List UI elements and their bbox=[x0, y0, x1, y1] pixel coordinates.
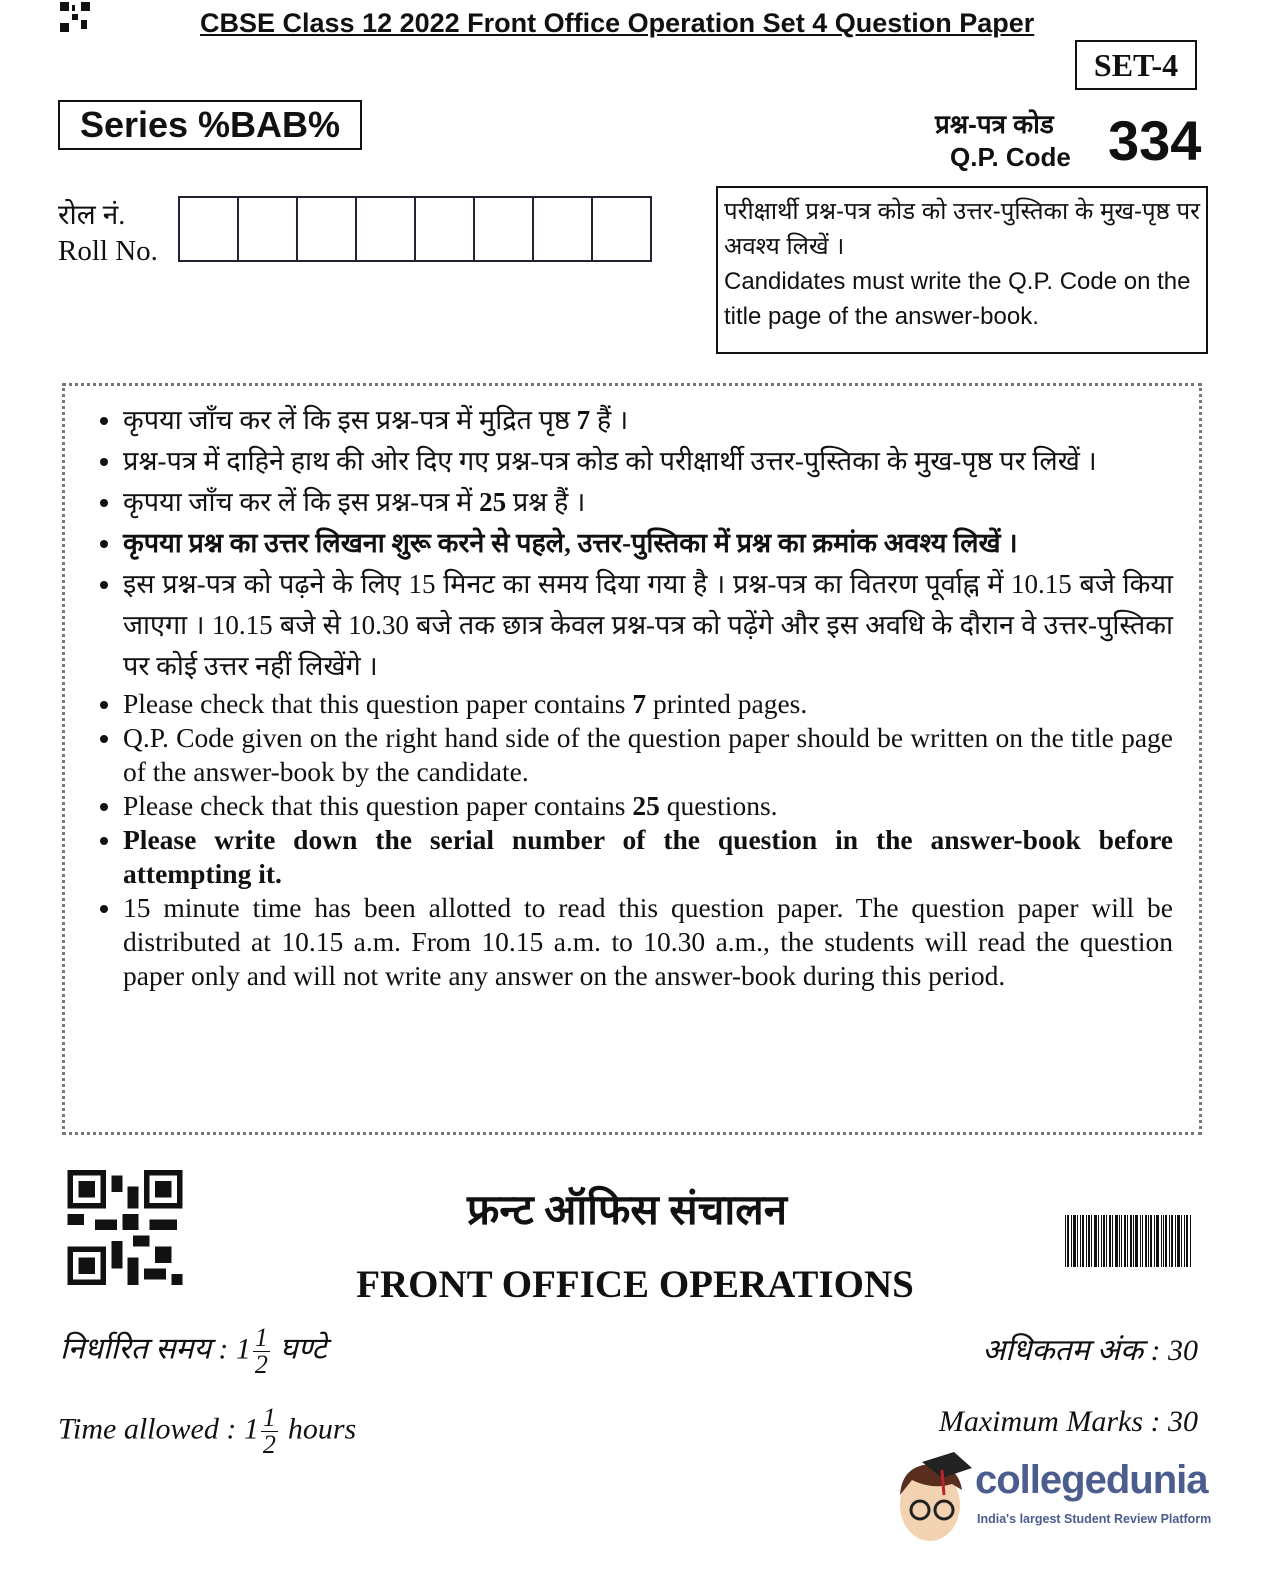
instruction-text: 7 bbox=[576, 405, 591, 435]
barcode-bar bbox=[1106, 1215, 1107, 1267]
roll-number-boxes bbox=[178, 196, 652, 262]
subject-title-hindi: फ्रन्ट ऑफिस संचालन bbox=[466, 1188, 788, 1234]
note-hindi: परीक्षार्थी प्रश्न-पत्र कोड को उत्तर-पुस्तिका के मुख-पृष्ठ पर अवश्य लिखें । bbox=[724, 198, 1200, 260]
barcode-bar bbox=[1065, 1215, 1066, 1267]
barcode-bar bbox=[1103, 1215, 1105, 1267]
barcode-bar bbox=[1119, 1215, 1120, 1267]
barcode-bar bbox=[1145, 1215, 1147, 1267]
instructions-box bbox=[62, 383, 1202, 1135]
fraction-half bbox=[253, 1325, 270, 1378]
instruction-text: 15 minute time has been allotted to read this question paper. The question paper will be distributed at 10.15 a.m. From 10.15 a.m. to 10.30 a.m., the students will read the question paper only and will not write any answer on the answer-book during this period. bbox=[123, 892, 1173, 991]
barcode-bar bbox=[1177, 1215, 1180, 1267]
barcode-bar bbox=[1071, 1215, 1072, 1267]
roll-digit-box bbox=[357, 198, 416, 260]
barcode bbox=[1065, 1215, 1193, 1267]
barcode-bar bbox=[1130, 1215, 1132, 1267]
instruction-text: printed pages. bbox=[646, 688, 808, 719]
time-label: Time allowed : 1 bbox=[58, 1412, 259, 1446]
instruction-text: 7 bbox=[632, 688, 647, 719]
fraction-denominator: 2 bbox=[254, 1350, 268, 1379]
collegedunia-mascot-icon bbox=[892, 1450, 982, 1550]
roll-label: Roll No. bbox=[58, 235, 158, 267]
roll-digit-box bbox=[534, 198, 593, 260]
instruction-text: Please check that this question paper contains bbox=[123, 688, 633, 719]
barcode-bar bbox=[1091, 1215, 1092, 1267]
barcode-bar bbox=[1127, 1215, 1128, 1267]
instruction-item bbox=[123, 482, 1173, 523]
note-english: Candidates must write the Q.P. Code on the title page of the answer-book. bbox=[724, 268, 1191, 330]
max-marks: Maximum Marks : 30 bbox=[938, 1405, 1198, 1438]
instruction-item bbox=[123, 441, 1173, 482]
max-marks-hindi: अधिकतम अंक : 30 bbox=[982, 1334, 1198, 1367]
roll-digit-box bbox=[416, 198, 475, 260]
qp-code-note-box bbox=[716, 186, 1208, 354]
document-title: CBSE Class 12 2022 Front Office Operation Set 4 Question Paper bbox=[200, 8, 1035, 38]
time-label-hindi: निर्धारित समय : 1 bbox=[60, 1332, 251, 1366]
roll-label-hindi: रोल नं. bbox=[58, 200, 126, 231]
barcode-bar bbox=[1101, 1215, 1102, 1267]
barcode-bar bbox=[1098, 1215, 1099, 1267]
instruction-text: कृपया जाँच कर लें कि इस प्रश्न-पत्र में bbox=[123, 487, 480, 517]
barcode-bar bbox=[1073, 1215, 1076, 1267]
barcode-bar bbox=[1082, 1215, 1084, 1267]
fraction-numerator: 1 bbox=[262, 1403, 276, 1432]
fraction-denominator: 2 bbox=[262, 1430, 276, 1459]
instruction-item bbox=[123, 789, 1173, 823]
time-allowed-hindi bbox=[60, 1325, 327, 1378]
instructions-list bbox=[65, 386, 1199, 993]
barcode-bar bbox=[1169, 1215, 1170, 1267]
barcode-bar bbox=[1154, 1215, 1155, 1267]
instruction-item bbox=[123, 891, 1173, 993]
roll-digit-box bbox=[298, 198, 357, 260]
instruction-text: इस प्रश्न-पत्र को पढ़ने के लिए 15 मिनट का समय दिया गया है । प्रश्न-पत्र का वितरण पूर्वाह्न में 10.15 बजे किया जाएगा । 10.15 बजे से 10.30 बजे तक छात्र केवल प्रश्न-पत्र को पढ़ेंगे और इस अवधि के दौरान वे उत्तर-पुस्तिका पर कोई उत्तर नहीं लिखेंगे । bbox=[123, 569, 1173, 681]
instruction-text: Please check that this question paper contains bbox=[123, 790, 633, 821]
instruction-text: प्रश्न-पत्र में दाहिने हाथ की ओर दिए गए प्रश्न-पत्र कोड को परीक्षार्थी उत्तर-पुस्तिका के मुख-पृष्ठ पर लिखें । bbox=[123, 446, 1097, 476]
barcode-bar bbox=[1186, 1215, 1188, 1267]
barcode-bar bbox=[1171, 1215, 1173, 1267]
barcode-bar bbox=[1088, 1215, 1090, 1267]
instruction-text: Please write down the serial number of the question in the answer-book before attempting it. bbox=[123, 824, 1173, 889]
barcode-bar bbox=[1067, 1215, 1069, 1267]
instruction-item bbox=[123, 400, 1173, 441]
time-unit-hindi: घण्टे bbox=[279, 1332, 327, 1366]
subject-title: FRONT OFFICE OPERATIONS bbox=[356, 1263, 914, 1306]
roll-digit-box bbox=[239, 198, 298, 260]
instruction-text: प्रश्न हैं । bbox=[506, 487, 586, 517]
barcode-bar bbox=[1109, 1215, 1111, 1267]
barcode-bar bbox=[1112, 1215, 1113, 1267]
instruction-text: हैं । bbox=[590, 405, 629, 435]
barcode-bar bbox=[1080, 1215, 1081, 1267]
barcode-bar bbox=[1190, 1215, 1191, 1267]
time-allowed bbox=[58, 1405, 356, 1458]
qp-code-label: Q.P. Code bbox=[950, 142, 1071, 172]
barcode-bar bbox=[1150, 1215, 1152, 1267]
barcode-bar bbox=[1161, 1215, 1162, 1267]
barcode-bar bbox=[1181, 1215, 1182, 1267]
instruction-text: कृपया प्रश्न का उत्तर लिखना शुरू करने से पहले, उत्तर-पुस्तिका में प्रश्न का क्रमांक अवश्य लिखें । bbox=[123, 528, 1018, 558]
barcode-bar bbox=[1165, 1215, 1167, 1267]
instruction-text: Q.P. Code given on the right hand side of the question paper should be written on the title page of the answer-book by the candidate. bbox=[123, 722, 1173, 787]
barcode-bar bbox=[1094, 1215, 1097, 1267]
barcode-bar bbox=[1140, 1215, 1141, 1267]
roll-digit-box bbox=[593, 198, 650, 260]
watermark-tagline: India's largest Student Review Platform bbox=[977, 1512, 1212, 1526]
roll-digit-box bbox=[475, 198, 534, 260]
instruction-item bbox=[123, 687, 1173, 721]
instruction-text: questions. bbox=[659, 790, 778, 821]
instruction-item bbox=[123, 721, 1173, 789]
series-label: Series %BAB% bbox=[58, 100, 362, 150]
barcode-bar bbox=[1184, 1215, 1185, 1267]
barcode-bar bbox=[1148, 1215, 1149, 1267]
instruction-item bbox=[123, 823, 1173, 891]
watermark-brand: collegedunia bbox=[975, 1458, 1208, 1502]
instruction-item bbox=[123, 564, 1173, 687]
barcode-bar bbox=[1077, 1215, 1078, 1267]
barcode-bar bbox=[1133, 1215, 1134, 1267]
fraction-half bbox=[261, 1405, 278, 1458]
instruction-item bbox=[123, 523, 1173, 564]
roll-digit-box bbox=[180, 198, 239, 260]
barcode-bar bbox=[1135, 1215, 1138, 1267]
set-label: SET-4 bbox=[1075, 40, 1197, 90]
barcode-bar bbox=[1163, 1215, 1164, 1267]
barcode-bar bbox=[1156, 1215, 1159, 1267]
barcode-bar bbox=[1086, 1215, 1087, 1267]
barcode-bar bbox=[1124, 1215, 1126, 1267]
barcode-bar bbox=[1142, 1215, 1143, 1267]
time-unit: hours bbox=[287, 1412, 357, 1446]
instruction-text: 25 bbox=[479, 487, 507, 517]
qp-code-label-hindi: प्रश्न-पत्र कोड bbox=[935, 109, 1054, 139]
barcode-bar bbox=[1121, 1215, 1122, 1267]
barcode-bar bbox=[1115, 1215, 1118, 1267]
qp-code-value: 334 bbox=[1108, 109, 1202, 172]
qr-code-small bbox=[60, 2, 90, 32]
instruction-text: 25 bbox=[632, 790, 660, 821]
fraction-numerator: 1 bbox=[254, 1323, 268, 1352]
instruction-text: कृपया जाँच कर लें कि इस प्रश्न-पत्र में मुद्रित पृष्ठ bbox=[123, 405, 577, 435]
barcode-bar bbox=[1175, 1215, 1176, 1267]
